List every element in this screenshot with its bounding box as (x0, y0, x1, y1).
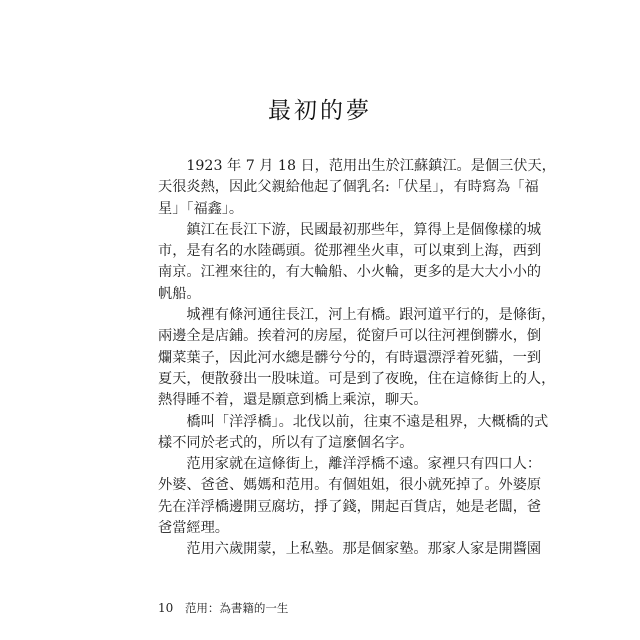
text-line: 范用家就在這條街上，離洋浮橋不遠。家裡只有四口人： (158, 456, 542, 473)
text-line: 外婆、爸爸、媽媽和范用。有個姐姐，很小就死掉了。外婆原 (158, 477, 542, 494)
text-line: 兩邊全是店鋪。挨着河的房屋，從窗戶可以往河裡倒髒水，倒 (158, 328, 542, 345)
text-line: 橋叫「洋浮橋」。北伐以前，往東不遠是租界，大概橋的式 (158, 413, 549, 430)
text-line: 星」「福鑫」。 (158, 200, 244, 217)
running-title: 范用：為書籍的一生 (184, 601, 289, 615)
text-line: 市，是有名的水陸碼頭。從那裡坐火車，可以東到上海，西到 (158, 243, 542, 260)
body-text (158, 156, 556, 561)
text-line: 范用六歲開蒙，上私塾。那是個家塾。那家人家是開醬園 (158, 541, 542, 558)
page-footer (158, 600, 288, 616)
text-line: 1923 年 7 月 18 日，范用出生於江蘇鎮江。是個三伏天， (158, 158, 556, 174)
chapter-title: 最初的夢 (268, 98, 372, 124)
text-line: 城裡有條河通往長江，河上有橋。跟河道平行的，是條街， (158, 307, 556, 324)
text-line: 爛菜葉子，因此河水總是髒兮兮的，有時還漂浮着死貓，一到 (158, 349, 542, 366)
text-line: 帆船。 (158, 285, 201, 302)
text-line: 樣不同於老式的，所以有了這麼個名字。 (158, 434, 414, 451)
text-line: 天很炎熱，因此父親給他起了個乳名:「伏星」，有時寫為「福 (158, 179, 539, 196)
page-number: 10 (158, 601, 174, 615)
text-line: 熱得睡不着，還是願意到橋上乘涼，聊天。 (158, 392, 428, 409)
text-line: 先在洋浮橋邊開豆腐坊，掙了錢，開起百貨店，她是老闆，爸 (158, 498, 542, 515)
text-line: 爸當經理。 (158, 520, 229, 537)
text-line: 夏天，便散發出一股味道。可是到了夜晚，住在這條街上的人， (158, 370, 556, 387)
text-line: 南京。江裡來往的，有大輪船、小火輪，更多的是大大小小的 (158, 264, 542, 281)
text-line: 鎮江在長江下游，民國最初那些年，算得上是個像樣的城 (158, 221, 542, 238)
